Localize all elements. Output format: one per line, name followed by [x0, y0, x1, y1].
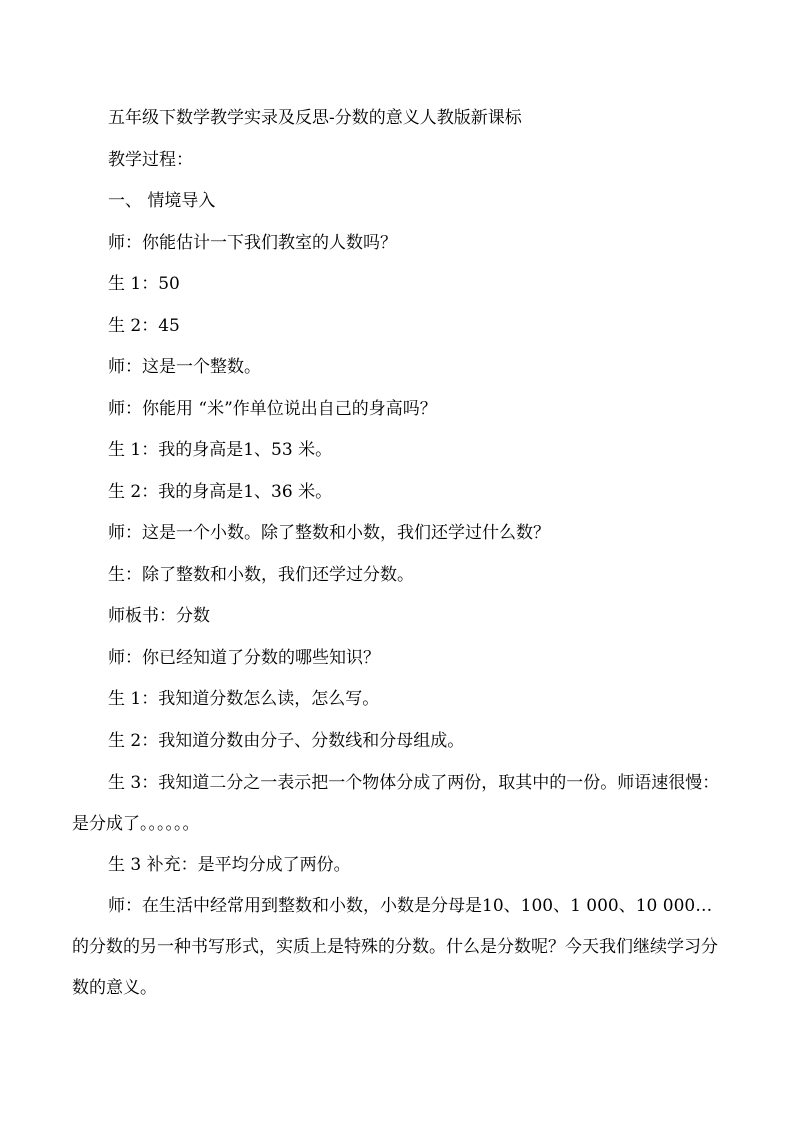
paragraph-line: 生 1：50 — [108, 274, 180, 294]
document-title: 五年级下数学教学实录及反思-分数的意义人教版新课标 — [108, 108, 522, 128]
paragraph-line: 生 1：我知道分数怎么读，怎么写。 — [108, 689, 380, 709]
paragraph-line: 生 2：我知道分数由分子、分数线和分母组成。 — [108, 731, 465, 751]
paragraph-line: 师：你能用 “米”作单位说出自己的身高吗？ — [108, 399, 437, 419]
paragraph-line: 教学过程： — [108, 150, 193, 170]
paragraph-line: 师：你能估计一下我们教室的人数吗？ — [108, 233, 397, 253]
paragraph-line: 生 2：45 — [108, 316, 180, 336]
paragraph-line: 一、 情境导入 — [108, 191, 216, 211]
student3-paragraph: 生 3：我知道二分之一表示把一个物体分成了两份，取其中的一份。师语速很慢：是分成了。。。。。。 — [72, 773, 720, 834]
paragraph-line: 师板书：分数 — [108, 606, 210, 626]
paragraph-line: 生：除了整数和小数，我们还学过分数。 — [108, 565, 414, 585]
paragraph-line: 师：这是一个小数。除了整数和小数，我们还学过什么数？ — [108, 523, 550, 543]
paragraph-line: 师：你已经知道了分数的哪些知识？ — [108, 648, 380, 668]
paragraph-line: 生 2：我的身高是1、36 米。 — [108, 482, 333, 502]
teacher-final-paragraph: 师：在生活中经常用到整数和小数，小数是分母是10、100、1 000、10 000…的分数的另一种书写形式，实质上是特殊的分数。什么是分数呢？今天我们继续学习分数的意义。 — [72, 896, 718, 998]
student3-supplement: 生 3 补充：是平均分成了两份。 — [108, 855, 351, 875]
paragraph-line: 生 1：我的身高是1、53 米。 — [108, 440, 333, 460]
paragraph-line: 师：这是一个整数。 — [108, 357, 261, 377]
